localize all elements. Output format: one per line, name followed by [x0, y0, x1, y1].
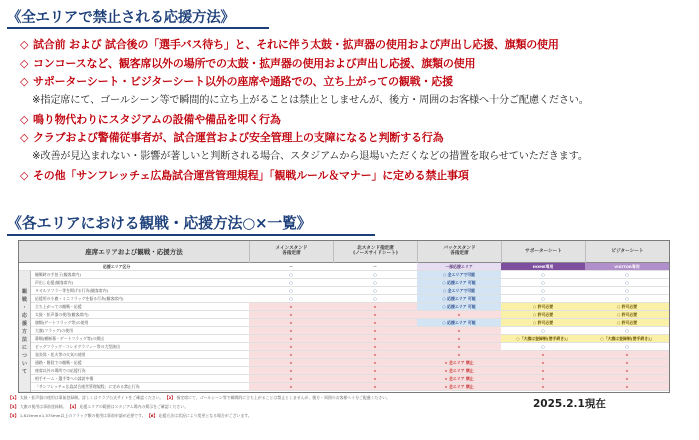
side-char: 観: [21, 288, 27, 295]
cell: ×: [249, 383, 333, 390]
cell: ×: [333, 335, 417, 342]
side-label: [19, 271, 31, 392]
cell: ○: [541, 287, 545, 293]
cell: －: [373, 263, 377, 269]
cell: －: [289, 263, 293, 269]
row-label: 発炎筒・花火等の火気の使用: [35, 351, 86, 357]
footnote-text: 太鼓・拡声器の使用は事前登録制。詳しくはクラブ公式サイトをご確認ください。: [19, 395, 164, 400]
footnote-key: 【5】: [8, 413, 19, 418]
cell: ○: [625, 327, 629, 333]
cell: ×: [249, 375, 333, 382]
cell: ○ 許可必要: [585, 303, 669, 310]
cell: ×: [333, 351, 417, 358]
cell: ○ 応援エリア 可能: [417, 295, 501, 302]
rule-note: ※指定席にて、ゴールシーン等で瞬間的に立ち上がることは禁止としませんが、後方・周囲のお客様へ十分ご配慮ください。: [32, 95, 589, 107]
rule-text: 試合前 および 試合後の「選手バス待ち」と、それに伴う太鼓・拡声器の使用および声出し応援、旗類の使用: [33, 38, 559, 51]
cell: ○: [541, 343, 545, 349]
side-char: 応: [21, 312, 27, 319]
rules-list: [20, 36, 692, 186]
header-cell: バックスタンド 各指定席: [417, 241, 501, 263]
row-label: 通路・階段での観戦・応援: [35, 359, 82, 365]
table-row: [31, 375, 669, 383]
cell: × 全エリア 禁止: [417, 383, 501, 390]
side-char: て: [21, 368, 27, 375]
footnote-line: [8, 413, 688, 419]
row-label: ビッグフラッグ・コレオグラフィー等の大型演出: [35, 343, 120, 349]
table-row: [31, 383, 669, 391]
table-row: [31, 319, 669, 327]
title-underline: [7, 234, 375, 236]
diamond-bullet: ◇: [20, 112, 29, 126]
cell: ×: [501, 367, 585, 374]
cell: × 全エリア 禁止: [417, 375, 501, 382]
header-cell: サポーターシート: [501, 241, 585, 263]
title-underline: [7, 27, 269, 29]
header-cell: 座席エリアおよび観戦・応援方法: [85, 247, 183, 256]
table-row: [31, 295, 669, 303]
cell: ○: [541, 295, 545, 301]
table-row: [31, 335, 669, 343]
diamond-bullet: ◇: [20, 168, 29, 182]
date-stamp: 2025.2.1現在: [533, 398, 606, 410]
row-label: 声出し応援(観客席内): [35, 279, 74, 285]
cell: ○ 許可必要: [501, 303, 585, 310]
cell: ×: [333, 383, 417, 390]
cell: ×: [249, 351, 333, 358]
cell: ×: [417, 311, 501, 318]
row-label: タオルマフラー等を掲げる行為(観客席内): [35, 287, 109, 293]
cell: ×: [333, 311, 417, 318]
footnote-text: 応援方法は状況により変更となる場合がございます。: [158, 413, 252, 418]
row-label: 大旗(フラッグ)の使用: [35, 327, 73, 333]
cell: ○: [289, 271, 293, 277]
side-char: ・: [21, 304, 27, 311]
row-label: 幕類(横断幕・ゲートフラッグ等)の掲出: [35, 335, 104, 341]
table-row: [31, 303, 669, 311]
rule-item: [20, 129, 692, 148]
diamond-bullet: ◇: [20, 56, 29, 70]
cell: ×: [417, 327, 501, 334]
footnote-key: 【1】: [8, 395, 19, 400]
side-char: 方: [21, 328, 27, 335]
rule-text: 鳴り物代わりにスタジアムの設備や備品を叩く行為: [33, 112, 281, 126]
cell: ×: [501, 375, 585, 382]
table-row: [31, 311, 669, 319]
cell: ×: [333, 367, 417, 374]
section-title-prohibited: 《全エリアで禁止される応援方法》: [7, 10, 235, 26]
row-label: 相手チーム・選手等への誹謗中傷: [35, 375, 94, 381]
cell: ○: [541, 271, 545, 277]
footnote-key: 【6】: [146, 413, 158, 418]
cell: ×: [249, 343, 333, 350]
cell: ×: [249, 303, 333, 310]
table-row: [31, 287, 669, 295]
cell: ×: [417, 343, 501, 350]
side-char: つ: [21, 352, 27, 359]
row-label: 応援エリア区分: [103, 263, 131, 269]
cell: ×: [585, 359, 669, 366]
rule-item: [20, 111, 692, 130]
cell: ×: [333, 343, 417, 350]
cell: ×: [333, 375, 417, 382]
cell: ×: [585, 367, 669, 374]
cell: ○: [625, 287, 629, 293]
cell: ○: [625, 295, 629, 301]
diamond-bullet: ◇: [20, 75, 29, 89]
side-char: に: [21, 344, 27, 351]
footnote-line: [8, 395, 528, 401]
cell: ○: [373, 271, 377, 277]
cell: ○ 許可必要: [501, 311, 585, 318]
side-char: 法: [21, 336, 27, 343]
cell: ○ 応援エリア 可能: [417, 303, 501, 310]
cell: ○: [289, 287, 293, 293]
cell: ×: [585, 375, 669, 382]
cell: ○: [625, 271, 629, 277]
row-label: 座席以外の場所での応援行為: [35, 367, 86, 373]
cell: ○: [289, 295, 293, 301]
rule-item: [20, 36, 692, 55]
diamond-bullet: ◇: [20, 38, 29, 51]
table-row: [31, 367, 669, 375]
header-cell: メインスタンド 各指定席: [249, 241, 333, 263]
cell: × 全エリア 禁止: [417, 367, 501, 374]
cell: ×: [249, 327, 333, 334]
footnote-key: 【2】: [164, 395, 176, 400]
rule-item: [20, 167, 692, 186]
cell: ×: [249, 367, 333, 374]
rule-item: [20, 55, 692, 74]
cell: ○: [289, 279, 293, 285]
rule-text: クラブおよび警備従事者が、試合運営および安全管理上の支障になると判断する行為: [33, 131, 444, 145]
row-label: 「サンフレッチェ広島試合運営管理規程」に定める禁止行為: [35, 383, 140, 389]
table-row: [31, 279, 669, 287]
home-badge: HOME専用: [501, 263, 585, 270]
footnote-text: 応援エリアの範囲はスタジアム場内の掲示をご確認ください。: [79, 404, 189, 409]
table-header: [19, 241, 669, 263]
cell: ○「大旗は登録制(要手続き)」: [585, 335, 669, 342]
cell: ×: [585, 351, 669, 358]
cell: ○ 応援エリア 可能: [417, 319, 501, 326]
cell: ○: [625, 279, 629, 285]
cell: ×: [249, 359, 333, 366]
cell: ○: [541, 327, 545, 333]
diamond-bullet: ◇: [20, 131, 29, 145]
row-label: 太鼓・拡声器の使用(観客席内): [35, 311, 89, 317]
cell: ×: [501, 359, 585, 366]
footnote-key: 【3】: [8, 404, 19, 409]
footnote-text: 1,815mm×1,575mm以上のフラッグ類の使用は事前申請が必要です。: [19, 413, 146, 418]
cell: ○ 全エリアで可能: [417, 271, 501, 278]
side-char: い: [21, 360, 27, 367]
cell: ○ 許可必要: [585, 319, 669, 326]
table-row: [31, 327, 669, 335]
row-label: 旗類(ゲートフラッグ等)の使用: [35, 319, 89, 325]
cell: ○: [373, 287, 377, 293]
cell: ○: [625, 343, 629, 349]
cell: 一部応援エリア: [417, 263, 501, 270]
cell: ○: [541, 279, 545, 285]
cell: ○ 許可必要: [585, 311, 669, 318]
cell: ○「大旗は登録制(要手続き)」: [501, 335, 585, 342]
side-char: 戦: [21, 296, 27, 303]
cell: ×: [417, 335, 501, 342]
cell: ○ 全エリアで可能: [417, 287, 501, 294]
footnote-key: 【4】: [67, 404, 79, 409]
cell: ×: [333, 303, 417, 310]
row-label: 立ち上がっての観戦・応援: [35, 303, 82, 309]
rule-text: その他「サンフレッチェ広島試合運営管理規程」「観戦ルール＆マナー」に定める禁止事項: [33, 168, 469, 182]
visitor-badge: VISITOR専用: [585, 263, 669, 270]
table-row: [31, 271, 669, 279]
row-label: 観戦時の手拍子(観客席内): [35, 271, 81, 277]
table-row: [31, 351, 669, 359]
cell: ○ 応援エリア 可能: [417, 279, 501, 286]
footnote-text: 指定席にて、ゴールシーン等で瞬間的に立ち上がることは禁止としませんが、後方・周囲のお客様へ十分ご配慮ください。: [176, 395, 391, 400]
cell: ×: [249, 335, 333, 342]
header-cell: ビジターシート: [585, 241, 669, 263]
rule-text: コンコースなど、観客席以外の場所での太鼓・拡声器の使用および声出し応援、旗類の使用: [33, 56, 476, 70]
header-cell: 北スタンド指定席 (ノースサイドシート): [333, 241, 417, 263]
cell: ○: [373, 279, 377, 285]
cell: ×: [501, 383, 585, 390]
cell: ×: [501, 351, 585, 358]
cell: ×: [333, 319, 417, 326]
area-class-row: [19, 263, 669, 271]
rule-item: [20, 73, 692, 92]
table-row: [31, 343, 669, 351]
cell: ○: [373, 295, 377, 301]
area-rules-table: [18, 240, 670, 393]
cell: ○ 許可必要: [501, 319, 585, 326]
cell: ×: [585, 383, 669, 390]
rule-text: サポーターシート・ビジターシート以外の座席や通路での、立ち上がっての観戦・応援: [33, 75, 453, 89]
rule-note: ※改善が見込まれない・影響が著しいと判断される場合、スタジアムから退場いただくなどの措置を取らせていただきます。: [32, 151, 588, 163]
cell: ×: [333, 327, 417, 334]
row-label: 応援用の小旗・ミニフラッグを振る行為(観客席内): [35, 295, 124, 301]
cell: ×: [249, 319, 333, 326]
cell: ×: [333, 359, 417, 366]
side-char: 援: [21, 320, 27, 327]
table-row: [31, 359, 669, 367]
footnote-text: 大旗の使用は事前登録制。: [19, 404, 67, 409]
cell: ×: [249, 311, 333, 318]
cell: ×: [417, 351, 501, 358]
cell: × 全エリア 禁止: [417, 359, 501, 366]
section-title-area-table: 《各エリアにおける観戦・応援方法○×一覧》: [7, 214, 312, 232]
